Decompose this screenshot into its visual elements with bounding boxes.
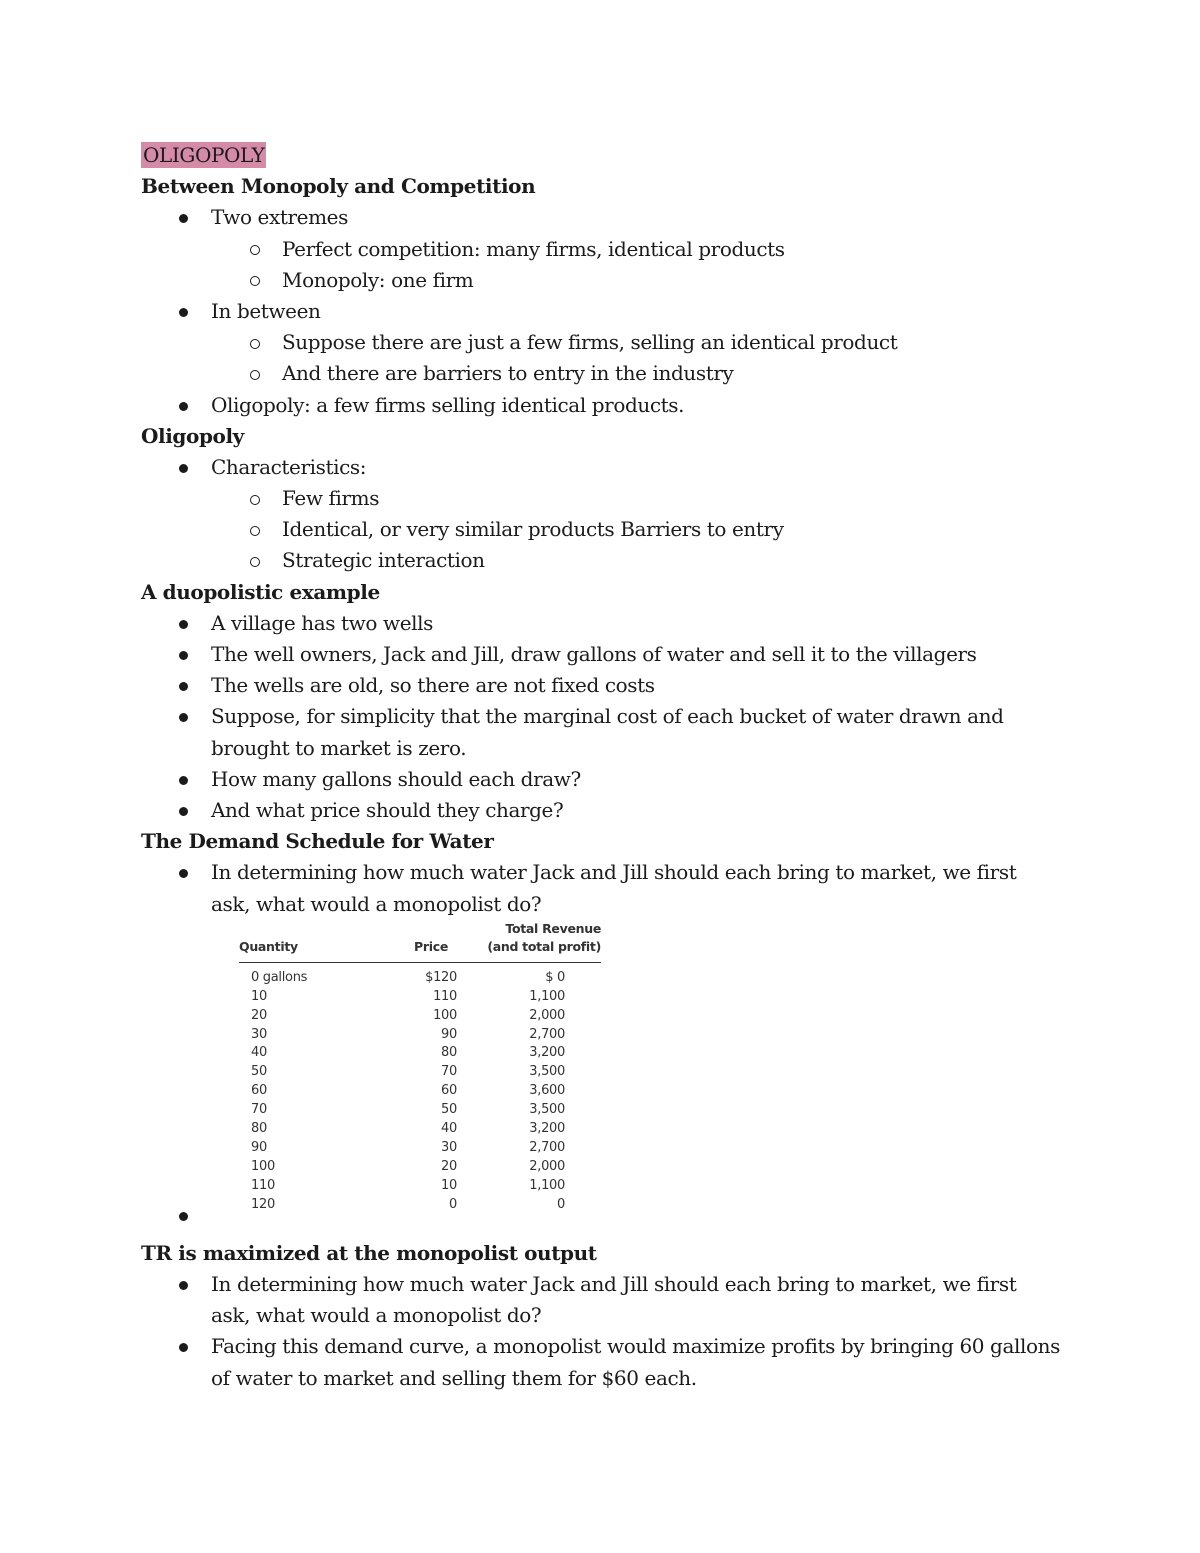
cell-revenue: 1,100 bbox=[529, 988, 565, 1004]
cell-revenue: 3,500 bbox=[529, 1102, 565, 1118]
header-price: Price bbox=[391, 920, 471, 963]
cell-price: $120 bbox=[425, 969, 457, 985]
bullet-dot-icon bbox=[179, 764, 188, 795]
header-quantity: Quantity bbox=[239, 920, 391, 963]
cell-quantity: 20 bbox=[251, 1007, 267, 1023]
sub-list-item: Few firms bbox=[141, 483, 1061, 514]
bullet-ring-icon bbox=[250, 483, 260, 514]
cell-price: 0 bbox=[449, 1196, 457, 1212]
list-item: A village has two wells bbox=[141, 608, 1061, 639]
cell-revenue: 2,000 bbox=[529, 1158, 565, 1174]
bullet-dot-icon bbox=[179, 857, 188, 888]
list-item: Oligopoly: a few firms selling identical products. bbox=[141, 390, 1061, 421]
cell-quantity: 100 bbox=[251, 1158, 275, 1174]
table-row bbox=[239, 1120, 601, 1139]
bullet-dot-icon bbox=[179, 1331, 188, 1362]
document-page bbox=[141, 140, 1061, 1394]
cell-price: 70 bbox=[441, 1064, 457, 1080]
cell-quantity: 110 bbox=[251, 1177, 275, 1193]
cell-quantity: 0 gallons bbox=[251, 969, 308, 985]
table-row bbox=[239, 1158, 601, 1177]
cell-quantity: 120 bbox=[251, 1196, 275, 1212]
table-body bbox=[239, 962, 601, 1214]
cell-quantity: 40 bbox=[251, 1045, 267, 1061]
list-item: How many gallons should each draw? bbox=[141, 764, 1061, 795]
demand-schedule-table bbox=[239, 920, 601, 1215]
table-row bbox=[239, 1139, 601, 1158]
cell-revenue: 2,700 bbox=[529, 1026, 565, 1042]
title-line bbox=[141, 140, 1061, 171]
list-item: In between bbox=[141, 296, 1061, 327]
bullet-dot-icon bbox=[179, 202, 188, 233]
table-row bbox=[239, 1044, 601, 1063]
title-tag: OLIGOPOLY bbox=[143, 143, 265, 167]
cell-quantity: 60 bbox=[251, 1083, 267, 1099]
list-item: Two extremes bbox=[141, 202, 1061, 233]
demand-schedule-figure bbox=[141, 920, 1061, 1238]
cell-revenue: $ 0 bbox=[545, 969, 565, 985]
bullet-dot-icon bbox=[179, 296, 188, 327]
cell-quantity: 50 bbox=[251, 1064, 267, 1080]
bullet-dot-icon bbox=[179, 639, 188, 670]
bullet-dot-icon bbox=[179, 670, 188, 701]
section-heading: Oligopoly bbox=[141, 423, 244, 448]
cell-price: 40 bbox=[441, 1121, 457, 1137]
sub-list-item: Suppose there are just a few firms, selling an identical product bbox=[141, 327, 1061, 358]
cell-quantity: 10 bbox=[251, 988, 267, 1004]
bullet-dot-icon bbox=[179, 390, 188, 421]
table-row bbox=[239, 1063, 601, 1082]
sub-list-item: Perfect competition: many firms, identical products bbox=[141, 234, 1061, 265]
list-item: In determining how much water Jack and Jill should each bring to market, we first ask, what would a monopolist do? bbox=[141, 1269, 1061, 1331]
bullet-ring-icon bbox=[250, 234, 260, 265]
cell-revenue: 3,200 bbox=[529, 1045, 565, 1061]
cell-revenue: 3,500 bbox=[529, 1064, 565, 1080]
bullet-ring-icon bbox=[250, 265, 260, 296]
section-heading: Between Monopoly and Competition bbox=[141, 174, 536, 199]
cell-price: 30 bbox=[441, 1140, 457, 1155]
cell-quantity: 80 bbox=[251, 1121, 267, 1137]
sub-list-item: Monopoly: one firm bbox=[141, 265, 1061, 296]
table-row bbox=[239, 1082, 601, 1101]
cell-revenue: 3,200 bbox=[529, 1121, 565, 1137]
cell-revenue: 3,600 bbox=[529, 1083, 565, 1099]
list-item: And what price should they charge? bbox=[141, 795, 1061, 826]
sub-list-item: Strategic interaction bbox=[141, 545, 1061, 576]
cell-quantity: 90 bbox=[251, 1140, 267, 1155]
cell-price: 10 bbox=[441, 1177, 457, 1193]
list-item: The well owners, Jack and Jill, draw gallons of water and sell it to the villagers bbox=[141, 639, 1061, 670]
bullet-ring-icon bbox=[250, 327, 260, 358]
sub-list-item: And there are barriers to entry in the industry bbox=[141, 358, 1061, 389]
section-heading: TR is maximized at the monopolist output bbox=[141, 1240, 597, 1265]
list-item: The wells are old, so there are not fixed costs bbox=[141, 670, 1061, 701]
cell-revenue: 2,000 bbox=[529, 1007, 565, 1023]
bullet-dot-icon bbox=[179, 1269, 188, 1300]
list-item: In determining how much water Jack and Jill should each bring to market, we first ask, what would a monopolist do? bbox=[141, 857, 1061, 919]
table-header-row bbox=[239, 920, 601, 963]
cell-price: 20 bbox=[441, 1158, 457, 1174]
cell-price: 90 bbox=[441, 1026, 457, 1042]
list-item: Facing this demand curve, a monopolist would maximize profits by bringing 60 gallons of water to market and selling them for $60 each. bbox=[141, 1331, 1061, 1393]
bullet-ring-icon bbox=[250, 514, 260, 545]
list-item: Suppose, for simplicity that the marginal cost of each bucket of water drawn and brought to market is zero. bbox=[141, 701, 1061, 763]
sub-list-item: Identical, or very similar products Barriers to entry bbox=[141, 514, 1061, 545]
header-total-revenue: Total Revenue (and total profit) bbox=[471, 920, 601, 963]
list-item: Characteristics: bbox=[141, 452, 1061, 483]
cell-revenue: 2,700 bbox=[529, 1140, 565, 1155]
bullet-dot-icon bbox=[179, 452, 188, 483]
cell-price: 50 bbox=[441, 1102, 457, 1118]
section-heading: The Demand Schedule for Water bbox=[141, 829, 494, 854]
table-row bbox=[239, 962, 601, 988]
bullet-dot-icon bbox=[179, 608, 188, 639]
table-row bbox=[239, 1196, 601, 1215]
bullet-ring-icon bbox=[250, 545, 260, 576]
section-heading: A duopolistic example bbox=[141, 579, 380, 604]
table-row bbox=[239, 1007, 601, 1026]
bullet-dot-icon bbox=[179, 1206, 188, 1226]
cell-quantity: 30 bbox=[251, 1026, 267, 1042]
cell-price: 110 bbox=[433, 988, 457, 1004]
table-row bbox=[239, 1026, 601, 1045]
cell-revenue: 1,100 bbox=[529, 1177, 565, 1193]
cell-quantity: 70 bbox=[251, 1102, 267, 1118]
table-row bbox=[239, 988, 601, 1007]
cell-price: 60 bbox=[441, 1083, 457, 1099]
bullet-dot-icon bbox=[179, 701, 188, 732]
bullet-dot-icon bbox=[179, 795, 188, 826]
bullet-ring-icon bbox=[250, 358, 260, 389]
table-row bbox=[239, 1177, 601, 1196]
cell-price: 80 bbox=[441, 1045, 457, 1061]
table-row bbox=[239, 1101, 601, 1120]
cell-revenue: 0 bbox=[557, 1196, 565, 1212]
cell-price: 100 bbox=[433, 1007, 457, 1023]
